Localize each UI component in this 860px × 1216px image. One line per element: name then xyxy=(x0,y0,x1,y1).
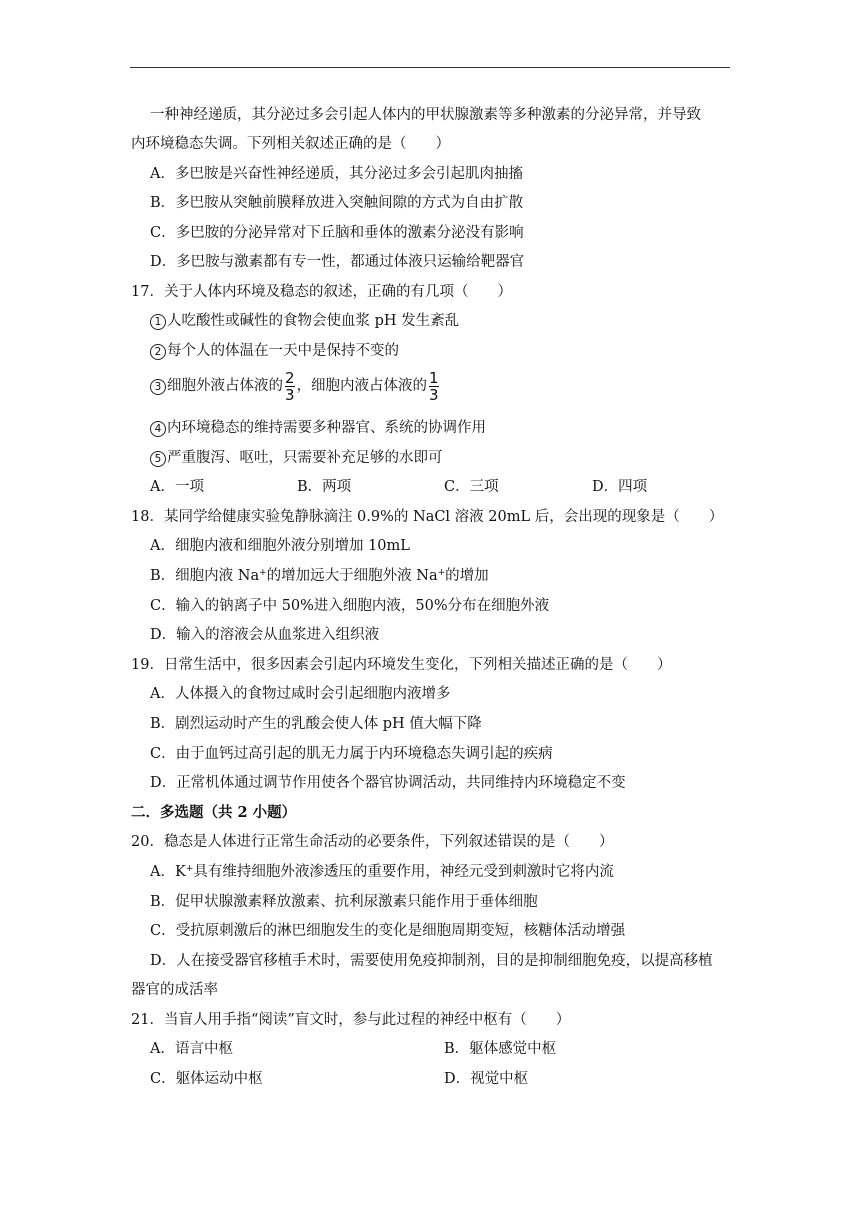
q17-option-d: D．四项 xyxy=(592,479,648,495)
q18-option-a: A．细胞内液和细胞外液分别增加 10mL xyxy=(150,538,410,554)
q20-option-c: C．受抗原刺激后的淋巴细胞发生的变化是细胞周期变短，核糖体活动增强 xyxy=(150,923,626,939)
q20-option-b: B．促甲状腺激素释放激素、抗利尿激素只能作用于垂体细胞 xyxy=(150,894,538,910)
fraction-two-thirds xyxy=(285,370,295,403)
circled-number-2: 2 xyxy=(150,344,166,360)
q17-statement-3 xyxy=(150,368,441,404)
q18-option-b xyxy=(150,567,489,585)
q21-option-d: D．视觉中枢 xyxy=(444,1071,529,1087)
q16-stem-line2: 内环境稳态失调。下列相关叙述正确的是（ ） xyxy=(131,136,450,152)
circled-number-1: 1 xyxy=(150,314,166,330)
q18-option-b-part2: 的增加远大于细胞外液 Na xyxy=(266,568,438,584)
q16-option-d: D．多巴胺与激素都有专一性，都通过体液只运输给靶器官 xyxy=(150,254,525,270)
q17-statement-1 xyxy=(150,312,459,330)
q17-statement-5-text: 严重腹泻、呕吐，只需要补充足够的水即可 xyxy=(167,450,443,466)
q16-option-a: A．多巴胺是兴奋性神经递质，其分泌过多会引起肌肉抽搐 xyxy=(150,166,523,182)
q17-statement-2-text: 每个人的体温在一天中是保持不变的 xyxy=(167,343,399,359)
fraction-denominator: 3 xyxy=(429,385,439,404)
q19-stem: 19．日常生活中，很多因素会引起内环境发生变化，下列相关描述正确的是（ ） xyxy=(131,657,672,673)
circled-number-4: 4 xyxy=(150,421,166,437)
q18-option-b-part1: B．细胞内液 Na xyxy=(150,568,260,584)
q20-option-d-line1: D．人在接受器官移植手术时，需要使用免疫抑制剂，目的是抑制细胞免疫，以提高移植 xyxy=(150,953,713,969)
q17-option-a: A．一项 xyxy=(150,479,204,495)
section-heading: 二．多选题（共 2 小题） xyxy=(131,804,297,821)
q21-option-b: B．躯体感觉中枢 xyxy=(444,1041,557,1057)
q20-option-a-part1: A．K xyxy=(150,864,186,880)
q16-option-c: C．多巴胺的分泌异常对下丘脑和垂体的激素分泌没有影响 xyxy=(150,225,524,241)
q17-statement-2 xyxy=(150,342,399,360)
q17-statement-1-text: 人吃酸性或碱性的食物会使血浆 pH 发生紊乱 xyxy=(167,313,460,329)
q17-statement-3-text-a: 细胞外液占体液的 xyxy=(167,378,283,394)
q17-stem: 17．关于人体内环境及稳态的叙述，正确的有几项（ ） xyxy=(131,284,512,300)
q16-option-b: B．多巴胺从突触前膜释放进入突触间隙的方式为自由扩散 xyxy=(150,195,524,211)
q17-statement-5 xyxy=(150,449,443,467)
q19-option-d: D．正常机体通过调节作用使各个器官协调活动，共同维持内环境稳定不变 xyxy=(150,775,626,791)
superscript-plus: + xyxy=(437,568,446,578)
q17-statement-4-text: 内环境稳态的维持需要多种器官、系统的协调作用 xyxy=(167,420,486,436)
q17-statement-4 xyxy=(150,419,486,437)
q17-statement-3-text-b: ，细胞内液占体液的 xyxy=(296,378,428,394)
q19-option-b: B．剧烈运动时产生的乳酸会使人体 pH 值大幅下降 xyxy=(150,716,482,732)
q21-option-a: A．语言中枢 xyxy=(150,1041,233,1057)
fraction-one-third xyxy=(429,370,439,403)
q18-option-c: C．输入的钠离子中 50%进入细胞内液，50%分布在细胞外液 xyxy=(150,598,550,614)
circled-number-5: 5 xyxy=(150,451,166,467)
q21-stem: 21．当盲人用手指“阅读”盲文时，参与此过程的神经中枢有（ ） xyxy=(131,1012,571,1028)
q19-option-a: A．人体摄入的食物过咸时会引起细胞内液增多 xyxy=(150,686,451,702)
fraction-denominator: 3 xyxy=(285,385,295,404)
circled-number-3: 3 xyxy=(150,379,166,395)
q18-option-d: D．输入的溶液会从血浆进入组织液 xyxy=(150,627,380,643)
q20-option-a-part2: 具有维持细胞外液渗透压的重要作用，神经元受到刺激时它将内流 xyxy=(193,864,614,880)
q17-option-c: C．三项 xyxy=(444,479,499,495)
header-rule xyxy=(130,67,730,68)
superscript-plus: + xyxy=(259,568,267,578)
q18-option-b-part3: 的增加 xyxy=(445,568,489,584)
q16-stem-line1: 一种神经递质，其分泌过多会引起人体内的甲状腺激素等多种激素的分泌异常，并导致 xyxy=(150,107,701,123)
q20-stem: 20．稳态是人体进行正常生命活动的必要条件，下列叙述错误的是（ ） xyxy=(131,834,614,850)
q21-option-c: C．躯体运动中枢 xyxy=(150,1071,263,1087)
superscript-plus: + xyxy=(185,864,194,874)
q20-option-d-line2: 器官的成活率 xyxy=(131,982,218,998)
q17-option-b: B．两项 xyxy=(297,479,352,495)
q18-stem: 18．某同学给健康实验兔静脉滴注 0.9%的 NaCl 溶液 20mL 后，会出现的现象是（ ） xyxy=(131,509,724,525)
fraction-numerator: 1 xyxy=(429,368,439,387)
q19-option-c: C．由于血钙过高引起的肌无力属于内环境稳态失调引起的疾病 xyxy=(150,746,553,762)
q20-option-a xyxy=(150,863,614,881)
fraction-numerator: 2 xyxy=(285,368,295,387)
